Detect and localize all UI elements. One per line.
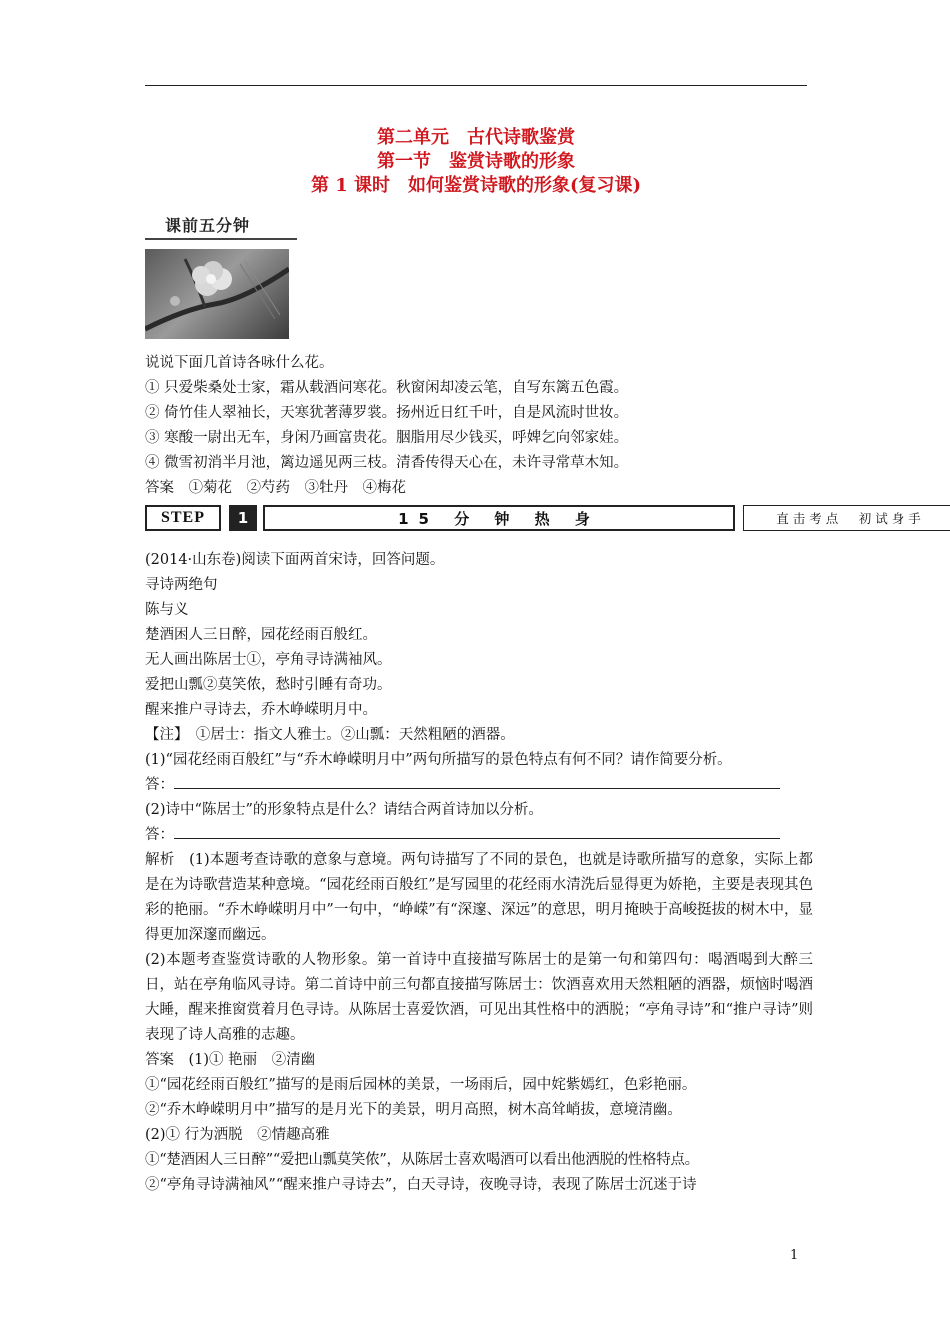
step-number: 1 — [229, 505, 257, 531]
exercise-intro: (2014·山东卷)阅读下面两首宋诗，回答问题。 — [145, 552, 445, 568]
plum-blossom-photo — [145, 249, 289, 339]
section-title: 第一节 鉴赏诗歌的形象 — [377, 151, 575, 172]
answer-blank — [174, 774, 780, 789]
answer-label: 答： — [145, 777, 174, 793]
poem-author: 陈与义 — [145, 602, 189, 618]
answer-line: ②“亭角寻诗满袖风”“醒来推户寻诗去”，白天寻诗，夜晚寻诗，表现了陈居士沉迷于诗 — [145, 1177, 697, 1193]
answer-line: ①“园花经雨百般红”描写的是雨后园林的美景，一场雨后，园中姹紫嫣红，色彩艳丽。 — [145, 1077, 697, 1093]
exercise-block — [145, 548, 813, 1198]
step-right-label: 直击考点 初试身手 — [743, 505, 950, 531]
poem-line: ③ 寒酸一尉出无车，身闲乃画富贵花。胭脂用尽少钱买，呼婢乞向邻家娃。 — [145, 430, 629, 446]
poem-line: ② 倚竹佳人翠袖长，天寒犹著薄罗裳。扬州近日红千叶，自是风流时世妆。 — [145, 405, 629, 421]
unit-title: 第二单元 古代诗歌鉴赏 — [377, 127, 575, 148]
poem-line: 楚酒困人三日醉，园花经雨百般红。 — [145, 627, 377, 643]
warmup-block — [145, 351, 813, 501]
poem-line: 爱把山瓢②莫笑侬，愁时引睡有奇功。 — [145, 677, 392, 693]
poem-note: 【注】 ①居士：指文人雅士。②山瓢：天然粗陋的酒器。 — [145, 727, 515, 743]
answer-label: 答： — [145, 827, 174, 843]
question-1: (1)“园花经雨百般红”与“乔木峥嵘明月中”两句所描写的景色特点有何不同？请作简要分析。 — [145, 752, 732, 768]
blossom-icon — [145, 249, 289, 339]
answer-line: ②“乔木峥嵘明月中”描写的是月光下的美景，明月高照，树木高耸峭拔，意境清幽。 — [145, 1102, 682, 1118]
title-block — [145, 126, 807, 198]
poem-line: 无人画出陈居士①，亭角寻诗满袖风。 — [145, 652, 392, 668]
step-center-label: 15 分 钟 热 身 — [263, 505, 735, 531]
page-number: 1 — [790, 1248, 799, 1263]
answer-line: ①“楚酒困人三日醉”“爱把山瓢莫笑侬”，从陈居士喜欢喝酒可以看出他洒脱的性格特点。 — [145, 1152, 699, 1168]
poem-title: 寻诗两绝句 — [145, 577, 218, 593]
section-heading — [145, 212, 297, 240]
poem-line: ④ 微雪初消半月池，篱边遥见两三枝。清香传得天心在，未许寻常草木知。 — [145, 455, 629, 471]
analysis-1: 解析 (1)本题考查诗歌的意象与意境。两句诗描写了不同的景色，也就是诗歌所描写的意象，实际上都是在为诗歌营造某种意境。“园花经雨百般红”是写园里的花经雨水清洗后显得更为娇艳，主要是表现其色彩的艳丽。“乔木峥嵘明月中”一句中，“峥嵘”有“深邃、深远”的意思，明月掩映于高峻挺拔的树木中，显得更加深邃而幽远。 — [145, 852, 813, 943]
step-bar — [145, 505, 925, 533]
answer-line: 答案 (1)① 艳丽 ②清幽 — [145, 1052, 316, 1068]
answer-blank — [174, 824, 780, 839]
poem-line: ① 只爱柴桑处士家，霜从载酒问寒花。秋窗闲却凌云笔，自写东篱五色霞。 — [145, 380, 629, 396]
analysis-2: (2)本题考查鉴赏诗歌的人物形象。第一首诗中直接描写陈居士的是第一句和第四句：喝酒喝到大醉三日，站在亭角临风寻诗。第二首诗中前三句都直接描写陈居士：饮酒喜欢用天然粗陋的酒器，烦恼时喝酒大睡，醒来推窗赏着月色寻诗。从陈居士喜爱饮酒，可见出其性格中的洒脱；“亭角寻诗”和“推户寻诗”则表现了诗人高雅的志趣。 — [145, 952, 813, 1043]
question-2: (2)诗中“陈居士”的形象特点是什么？请结合两首诗加以分析。 — [145, 802, 543, 818]
lesson-title: 第 1 课时 如何鉴赏诗歌的形象(复习课) — [310, 175, 642, 196]
answer-line-2 — [145, 823, 813, 848]
poem-line: 醒来推户寻诗去，乔木峥嵘明月中。 — [145, 702, 377, 718]
section-heading-label: 课前五分钟 — [165, 216, 251, 235]
warmup-prompt: 说说下面几首诗各咏什么花。 — [145, 355, 334, 371]
header-rule — [145, 85, 807, 86]
answer-line-1 — [145, 773, 813, 798]
warmup-answer: 答案 ①菊花 ②芍药 ③牡丹 ④梅花 — [145, 480, 406, 496]
answer-line: (2)① 行为洒脱 ②情趣高雅 — [145, 1127, 330, 1143]
step-label: STEP — [145, 505, 221, 531]
